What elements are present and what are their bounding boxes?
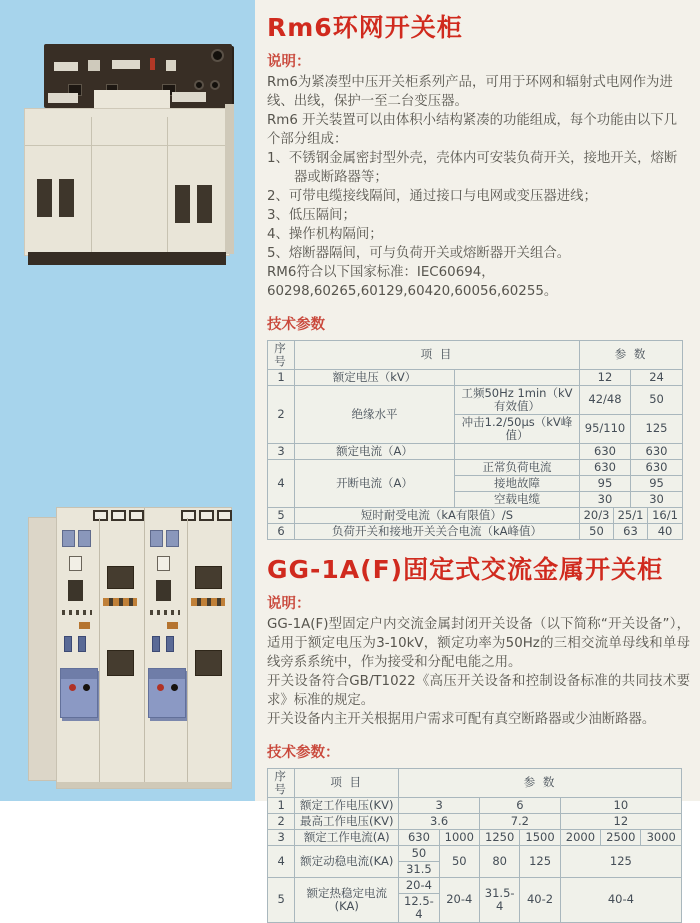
roof-meter xyxy=(181,510,196,521)
relay-box xyxy=(150,530,163,547)
description-paragraph: GG-1A(F)型固定户内交流金属封闭开关设备（以下简称“开关设备”），适用于额定电压为3-10kV，额定功率为50Hz的三相交流单母线和单母线旁系系统中，作为接受和分配电能之用。 xyxy=(267,616,690,670)
cabinet-body xyxy=(24,108,230,256)
rm6-product-photo xyxy=(22,40,234,272)
cabinet-vent xyxy=(197,185,212,223)
table-cell: 50 xyxy=(439,845,479,877)
table-cell: 4 xyxy=(268,845,295,877)
table-header-cell: 序号 xyxy=(268,340,295,369)
gg1af-params-table xyxy=(267,768,690,923)
table-cell: 40-4 xyxy=(560,877,681,922)
description-paragraph: 开关设备符合GB/T1022《高压开关设备和控制设备标准的共同技术要求》标准的规定。 xyxy=(267,673,690,708)
relay-box xyxy=(62,530,75,547)
cabinet-vent xyxy=(37,179,52,217)
tech-params-label: 技术参数： xyxy=(267,744,340,761)
roof-meter xyxy=(129,510,144,521)
door-seam xyxy=(187,518,188,782)
params-table xyxy=(267,340,683,540)
table-cell: 125 xyxy=(631,414,683,443)
table-header-cell: 序号 xyxy=(268,768,295,797)
table-cell: 50 xyxy=(399,845,439,861)
mechanism-box-top xyxy=(61,669,97,679)
feature-list-item: 2、可带电缆接线隔间，通过接口与电网或变压器进线； xyxy=(267,188,597,204)
table-cell: 4 xyxy=(268,459,295,507)
table-row xyxy=(268,797,682,813)
table-row xyxy=(268,813,682,829)
table-cell: 1000 xyxy=(439,829,479,845)
table-cell: 最高工作电压(KV) xyxy=(295,813,399,829)
table-cell: 额定工作电压(KV) xyxy=(295,797,399,813)
description-label: 说明： xyxy=(267,595,311,612)
table-cell: 630 xyxy=(580,459,631,475)
gg1af-product-photo xyxy=(28,503,232,795)
page-title: Rm6环网开关柜 xyxy=(267,13,463,42)
meter-gauge xyxy=(157,556,170,571)
panel-label xyxy=(54,62,78,71)
door-window xyxy=(107,650,134,676)
table-row xyxy=(268,523,683,539)
table-header-cell: 参 数 xyxy=(580,340,683,369)
table-cell: 开断电流（A） xyxy=(295,459,455,507)
table-cell: 3 xyxy=(268,829,295,845)
feature-list-item: 5、熔断器隔间，可与负荷开关或熔断器开关组合。 xyxy=(267,245,571,261)
page-title: GG-1A(F)固定式交流金属开关柜 xyxy=(267,554,664,584)
table-cell: 额定动稳电流(KA) xyxy=(295,845,399,877)
panel-nameplate xyxy=(48,93,78,103)
cabinet-vent xyxy=(175,185,190,223)
table-header-cell: 参 数 xyxy=(399,768,682,797)
cabinet-side-face xyxy=(28,517,57,781)
description-paragraph: 开关设备内主开关根据用户需求可配有真空断路器或少油断路器。 xyxy=(267,711,656,727)
table-cell: 630 xyxy=(399,829,439,845)
section-rm6 xyxy=(267,14,690,540)
table-header-cell: 项 目 xyxy=(295,768,399,797)
indicator-row xyxy=(62,610,92,615)
table-row xyxy=(268,443,683,459)
feature-list-item: 3、低压隔间； xyxy=(267,207,356,223)
table-cell: 1500 xyxy=(520,829,560,845)
table-cell: 50 xyxy=(580,523,614,539)
table-row xyxy=(268,507,683,523)
table-cell: 额定电流（A） xyxy=(295,443,455,459)
table-cell xyxy=(455,443,580,459)
table-cell: 空载电缆 xyxy=(455,491,580,507)
table-cell: 50 xyxy=(631,385,683,414)
start-button xyxy=(83,684,90,691)
control-switch xyxy=(64,636,72,652)
cabinet-seam xyxy=(25,145,229,146)
table-cell: 63 xyxy=(614,523,648,539)
table-cell xyxy=(455,369,580,385)
cabinet-front xyxy=(56,507,232,789)
table-cell: 1 xyxy=(268,369,295,385)
door-window xyxy=(195,650,222,676)
table-cell: 30 xyxy=(580,491,631,507)
table-row xyxy=(268,385,683,414)
indicator-row xyxy=(150,610,180,615)
table-cell: 6 xyxy=(479,797,560,813)
table-cell: 绝缘水平 xyxy=(295,385,455,443)
table-cell: 24 xyxy=(631,369,683,385)
photo-column xyxy=(0,0,255,801)
table-row xyxy=(268,877,682,893)
table-cell: 31.5-4 xyxy=(479,877,519,922)
mechanism-box-top xyxy=(149,669,185,679)
operating-mechanism-box xyxy=(148,668,186,718)
table-row xyxy=(268,459,683,475)
rm6-params-table xyxy=(267,340,690,540)
table-cell: 5 xyxy=(268,877,295,922)
description-paragraph: Rm6为紧凑型中压开关柜系列产品，可用于环网和辐射式电网作为进线、出线，保护一至二台变压器。 xyxy=(267,74,673,109)
table-cell: 2 xyxy=(268,385,295,443)
table-header-cell: 项 目 xyxy=(295,340,580,369)
panel-gauge xyxy=(211,49,224,62)
content-column xyxy=(255,0,700,921)
table-cell: 630 xyxy=(631,443,683,459)
cabinet-base-rail xyxy=(57,782,231,788)
panel-indicator xyxy=(150,58,155,70)
params-table xyxy=(267,768,682,923)
table-cell: 冲击1.2/50μs（kV峰值） xyxy=(455,414,580,443)
table-cell: 12.5-4 xyxy=(399,893,439,922)
operating-mechanism-box xyxy=(60,668,98,718)
relay-box xyxy=(166,530,179,547)
feature-list-item: 4、操作机构隔间； xyxy=(267,226,383,242)
table-cell: 短时耐受电流（kA有限值）/S xyxy=(295,507,580,523)
table-cell: 40-2 xyxy=(520,877,560,922)
table-cell: 接地故障 xyxy=(455,475,580,491)
roof-meter xyxy=(199,510,214,521)
table-cell: 6 xyxy=(268,523,295,539)
panel-label xyxy=(166,60,176,71)
table-cell: 3.6 xyxy=(399,813,480,829)
stop-button xyxy=(157,684,164,691)
cabinet-side-face xyxy=(225,104,234,254)
table-cell: 95 xyxy=(631,475,683,491)
table-cell: 5 xyxy=(268,507,295,523)
table-cell: 10 xyxy=(560,797,681,813)
table-cell: 20-4 xyxy=(439,877,479,922)
description-paragraph: Rm6 开关装置可以由体积小结构紧凑的功能组成，每个功能由以下几个部分组成： xyxy=(267,112,678,147)
table-cell: 额定电压（kV） xyxy=(295,369,455,385)
cabinet-door-seam xyxy=(167,117,168,255)
switchgear-bay xyxy=(145,508,233,788)
door-window xyxy=(107,566,134,589)
table-cell: 31.5 xyxy=(399,861,439,877)
control-switch xyxy=(78,636,86,652)
table-header-row xyxy=(268,768,682,797)
cabinet-base xyxy=(28,252,226,265)
table-row xyxy=(268,829,682,845)
table-cell: 20/3 xyxy=(580,507,614,523)
cabinet-door-seam xyxy=(91,117,92,255)
section-gg1af xyxy=(267,556,690,923)
table-cell: 630 xyxy=(631,459,683,475)
description-label: 说明： xyxy=(267,53,311,70)
door-window xyxy=(195,566,222,589)
roof-meter xyxy=(217,510,232,521)
indicator-strip xyxy=(103,598,137,606)
table-cell: 7.2 xyxy=(479,813,560,829)
table-cell: 30 xyxy=(631,491,683,507)
table-cell: 20-4 xyxy=(399,877,439,893)
panel-label xyxy=(88,60,100,71)
table-cell: 2500 xyxy=(601,829,641,845)
table-cell: 12 xyxy=(560,813,681,829)
table-cell: 630 xyxy=(580,443,631,459)
table-cell: 负荷开关和接地开关关合电流（kA峰值） xyxy=(295,523,580,539)
tech-params-label: 技术参数 xyxy=(267,316,325,333)
table-cell: 125 xyxy=(560,845,681,877)
feature-list-item: 1、不锈钢金属密封型外壳，壳体内可安装负荷开关，接地开关，熔断器或断路器等； xyxy=(267,150,678,185)
table-cell: 1250 xyxy=(479,829,519,845)
start-button xyxy=(171,684,178,691)
meter-gauge xyxy=(69,556,82,571)
control-switch xyxy=(166,636,174,652)
table-cell: 12 xyxy=(580,369,631,385)
table-cell: 25/1 xyxy=(614,507,648,523)
table-header-row xyxy=(268,340,683,369)
table-cell: 3 xyxy=(268,443,295,459)
table-cell: 95/110 xyxy=(580,414,631,443)
table-cell: 额定热稳定电流(KA) xyxy=(295,877,399,922)
table-cell: 80 xyxy=(479,845,519,877)
table-cell: 额定工作电流(A) xyxy=(295,829,399,845)
door-seam xyxy=(99,518,100,782)
table-cell: 42/48 xyxy=(580,385,631,414)
panel-label xyxy=(112,60,140,69)
relay-box xyxy=(78,530,91,547)
indicator-lamp xyxy=(167,622,178,629)
table-cell: 3000 xyxy=(641,829,682,845)
table-row xyxy=(268,369,683,385)
table-cell: 95 xyxy=(580,475,631,491)
indicator-lamp xyxy=(79,622,90,629)
standards-paragraph: RM6符合以下国家标准：IEC60694，60298,60265,60129,60420,60056,60255。 xyxy=(267,264,558,299)
table-cell: 1 xyxy=(268,797,295,813)
panel-nameplate xyxy=(172,92,206,102)
table-cell: 2 xyxy=(268,813,295,829)
panel-knob xyxy=(210,80,220,90)
panel-knob xyxy=(194,80,204,90)
table-cell: 40 xyxy=(648,523,683,539)
indicator-strip xyxy=(191,598,225,606)
table-cell: 125 xyxy=(520,845,560,877)
cabinet-vent xyxy=(59,179,74,217)
table-cell: 工频50Hz 1min（kV有效值） xyxy=(455,385,580,414)
table-row xyxy=(268,845,682,861)
control-switch xyxy=(152,636,160,652)
stop-button xyxy=(69,684,76,691)
table-cell: 16/1 xyxy=(648,507,683,523)
table-cell: 3 xyxy=(399,797,480,813)
table-cell: 正常负荷电流 xyxy=(455,459,580,475)
table-cell: 2000 xyxy=(560,829,600,845)
roof-meter xyxy=(93,510,108,521)
switchgear-bay xyxy=(57,508,145,788)
instrument-window xyxy=(156,580,171,601)
instrument-window xyxy=(68,580,83,601)
roof-meter xyxy=(111,510,126,521)
